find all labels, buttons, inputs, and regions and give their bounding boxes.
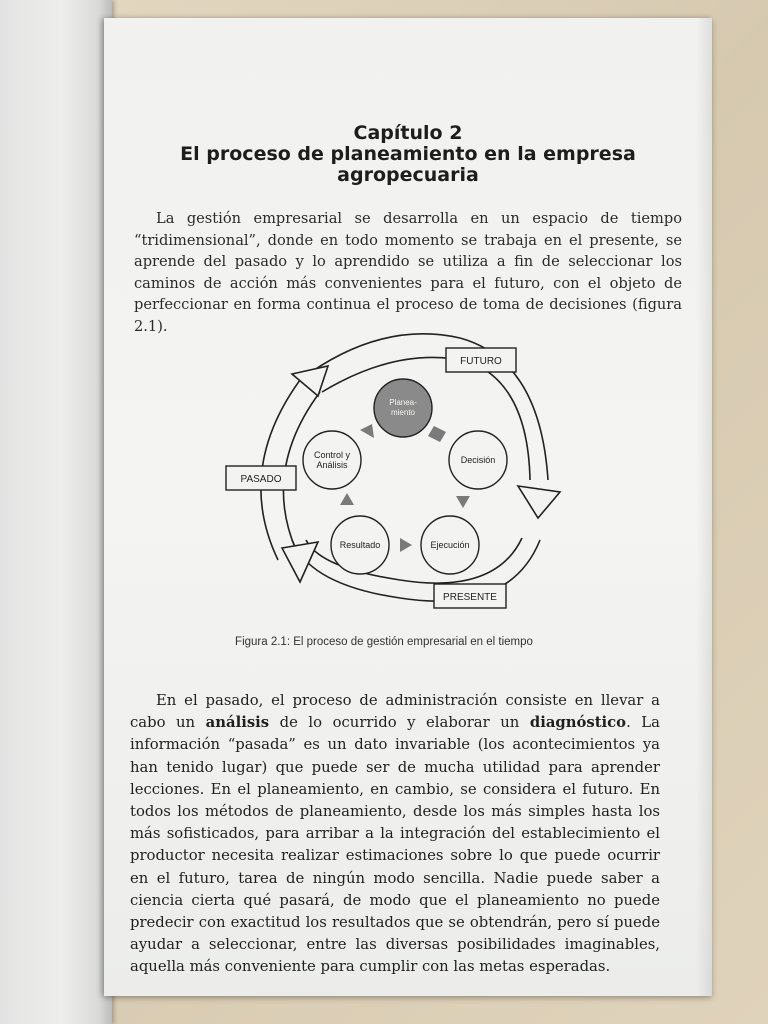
figure-caption: Figura 2.1: El proceso de gestión empresarial en el tiempo	[235, 636, 533, 648]
control-label-2: Análisis	[316, 460, 348, 470]
result-label: Resultado	[339, 540, 381, 550]
body-paragraph	[130, 690, 660, 979]
chapter-title-line2: agropecuaria	[337, 164, 479, 186]
pasado-label: PASADO	[240, 474, 282, 485]
body-start: En el pasado, el proceso de administración consiste en llevar a cabo un	[130, 692, 660, 732]
bold-analisis: análisis	[205, 714, 270, 732]
body-mid: de lo ocurrido y elaborar un	[279, 714, 520, 732]
intro-paragraph: La gestión empresarial se desarrolla en un espacio de tiempo “tridimensional”, donde en todo momento se trabaja en el presente, se aprende del pasado y lo aprendido se utiliza a fin de seleccionar los caminos de acción más convenientes para el futuro, con el objeto de perfeccionar en forma continua el proceso de toma de decisiones (figura 2.1).	[134, 210, 682, 335]
arrow-result-to-control	[340, 493, 354, 505]
execution-label: Ejecución	[430, 540, 470, 550]
planning-label-2: miento	[390, 408, 416, 417]
futuro-label: FUTURO	[460, 356, 502, 367]
arrow-execution-to-result	[400, 538, 412, 552]
control-label-1: Control y	[313, 450, 351, 460]
body-end: . La información “pasada” es un dato invariable (los acontecimientos ya han tenido lugar) que puede ser de mucha utilidad para aprender lecciones. En el planeamiento, en cambio, se considera el futuro. En todos los métodos de planeamiento, desde los más simples hasta los más sofisticados, para arribar a la integración del establecimiento el productor necesita realizar estimaciones sobre lo que puede ocurrir en el futuro, tarea de ningún modo sencilla. Nadie puede saber a ciencia cierta qué pasará, de modo que el planeamiento no puede predecir con exactitud los resultados que se obtendrán, pero sí puede ayudar a seleccionar, entre las diversas posibilidades imaginables, aquella más conveniente para cumplir con las metas esperadas.	[130, 714, 660, 976]
decision-label: Decisión	[460, 455, 496, 465]
planning-label-1: Planea-	[389, 398, 417, 407]
arrowhead-right	[518, 486, 560, 518]
presente-label: PRESENTE	[443, 592, 497, 603]
arrow-planning-to-decision	[428, 426, 446, 442]
bold-diagnostico: diagnóstico	[529, 714, 627, 732]
arrowhead-bottom-left	[282, 542, 318, 582]
arrow-decision-to-execution	[456, 496, 470, 508]
arrow-control-to-planning	[360, 424, 374, 438]
chapter-number: Capítulo 2	[353, 122, 463, 144]
chapter-title-line1: El proceso de planeamiento en la empresa	[180, 143, 636, 165]
